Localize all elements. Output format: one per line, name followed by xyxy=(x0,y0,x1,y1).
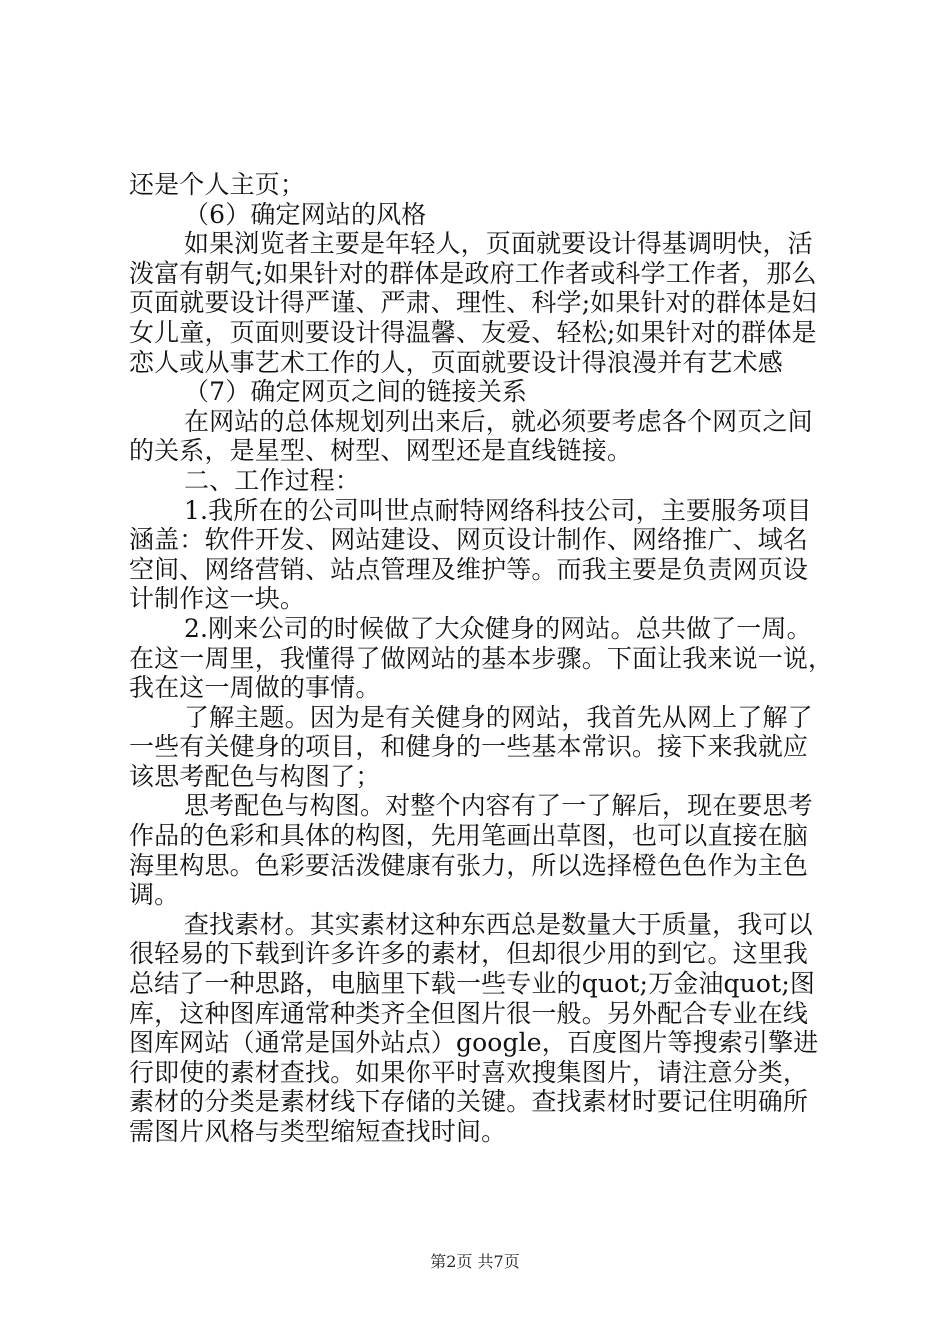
text-line: 图库网站（通常是国外站点）google，百度图片等搜索引擎进 xyxy=(129,1028,819,1058)
text-line: 页面就要设计得严谨、严肃、理性、科学;如果针对的群体是妇 xyxy=(129,288,817,318)
text-line: 该思考配色与构图了； xyxy=(129,761,381,791)
text-line: （6）确定网站的风格 xyxy=(184,199,427,229)
text-line: 女儿童，页面则要设计得温馨、友爱、轻松;如果针对的群体是 xyxy=(129,317,817,347)
page-number-label: 第2页 共7页 xyxy=(430,1252,520,1271)
text-line: 涵盖：软件开发、网站建设、网页设计制作、网络推广、域名 xyxy=(129,525,809,555)
text-line: 作品的色彩和具体的构图，先用笔画出草图，也可以直接在脑 xyxy=(129,821,809,851)
text-line: 总结了一种思路，电脑里下载一些专业的quot;万金油quot;图 xyxy=(129,969,816,999)
text-line: 调。 xyxy=(129,880,180,910)
text-line: 查找素材。其实素材这种东西总是数量大于质量，我可以 xyxy=(184,909,813,939)
text-line: 二、工作过程： xyxy=(184,465,361,495)
text-line: 还是个人主页； xyxy=(129,170,306,199)
text-line: 在这一周里，我懂得了做网站的基本步骤。下面让我来说一说， xyxy=(129,643,834,673)
document-body xyxy=(129,170,834,1147)
page-footer xyxy=(0,1252,950,1272)
text-line: 恋人或从事艺术工作的人，页面就要设计得浪漫并有艺术感 xyxy=(129,347,783,377)
text-line: 需图片风格与类型缩短查找时间。 xyxy=(129,1117,507,1146)
text-line: 了解主题。因为是有关健身的网站，我首先从网上了解了 xyxy=(184,702,813,732)
text-line: 2.刚来公司的时候做了大众健身的网站。总共做了一周。 xyxy=(184,613,812,643)
text-line: 库，这种图库通常种类齐全但图片很一般。另外配合专业在线 xyxy=(129,998,809,1028)
text-line: 很轻易的下载到许多许多的素材，但却很少用的到它。这里我 xyxy=(129,939,809,969)
text-line: 泼富有朝气;如果针对的群体是政府工作者或科学工作者，那么 xyxy=(129,258,817,288)
text-line: 1.我所在的公司叫世点耐特网络科技公司，主要服务项目 xyxy=(184,495,812,525)
text-line: 海里构思。色彩要活泼健康有张力，所以选择橙色色作为主色 xyxy=(129,850,809,880)
text-line: （7）确定网页之间的链接关系 xyxy=(184,377,528,407)
text-line: 如果浏览者主要是年轻人，页面就要设计得基调明快，活 xyxy=(184,229,813,259)
text-line: 行即使的素材查找。如果你平时喜欢搜集图片，请注意分类， xyxy=(129,1057,809,1087)
text-line: 的关系，是星型、树型、网型还是直线链接。 xyxy=(129,436,633,466)
text-line: 素材的分类是素材线下存储的关键。查找素材时要记住明确所 xyxy=(129,1087,809,1117)
text-line: 空间、网络营销、站点管理及维护等。而我主要是负责网页设 xyxy=(129,554,809,584)
text-line: 计制作这一块。 xyxy=(129,584,306,614)
text-line: 思考配色与构图。对整个内容有了一了解后，现在要思考 xyxy=(184,791,813,821)
text-line: 在网站的总体规划列出来后，就必须要考虑各个网页之间 xyxy=(184,406,813,436)
text-line: 我在这一周做的事情。 xyxy=(129,673,381,703)
text-line: 一些有关健身的项目，和健身的一些基本常识。接下来我就应 xyxy=(129,732,809,762)
